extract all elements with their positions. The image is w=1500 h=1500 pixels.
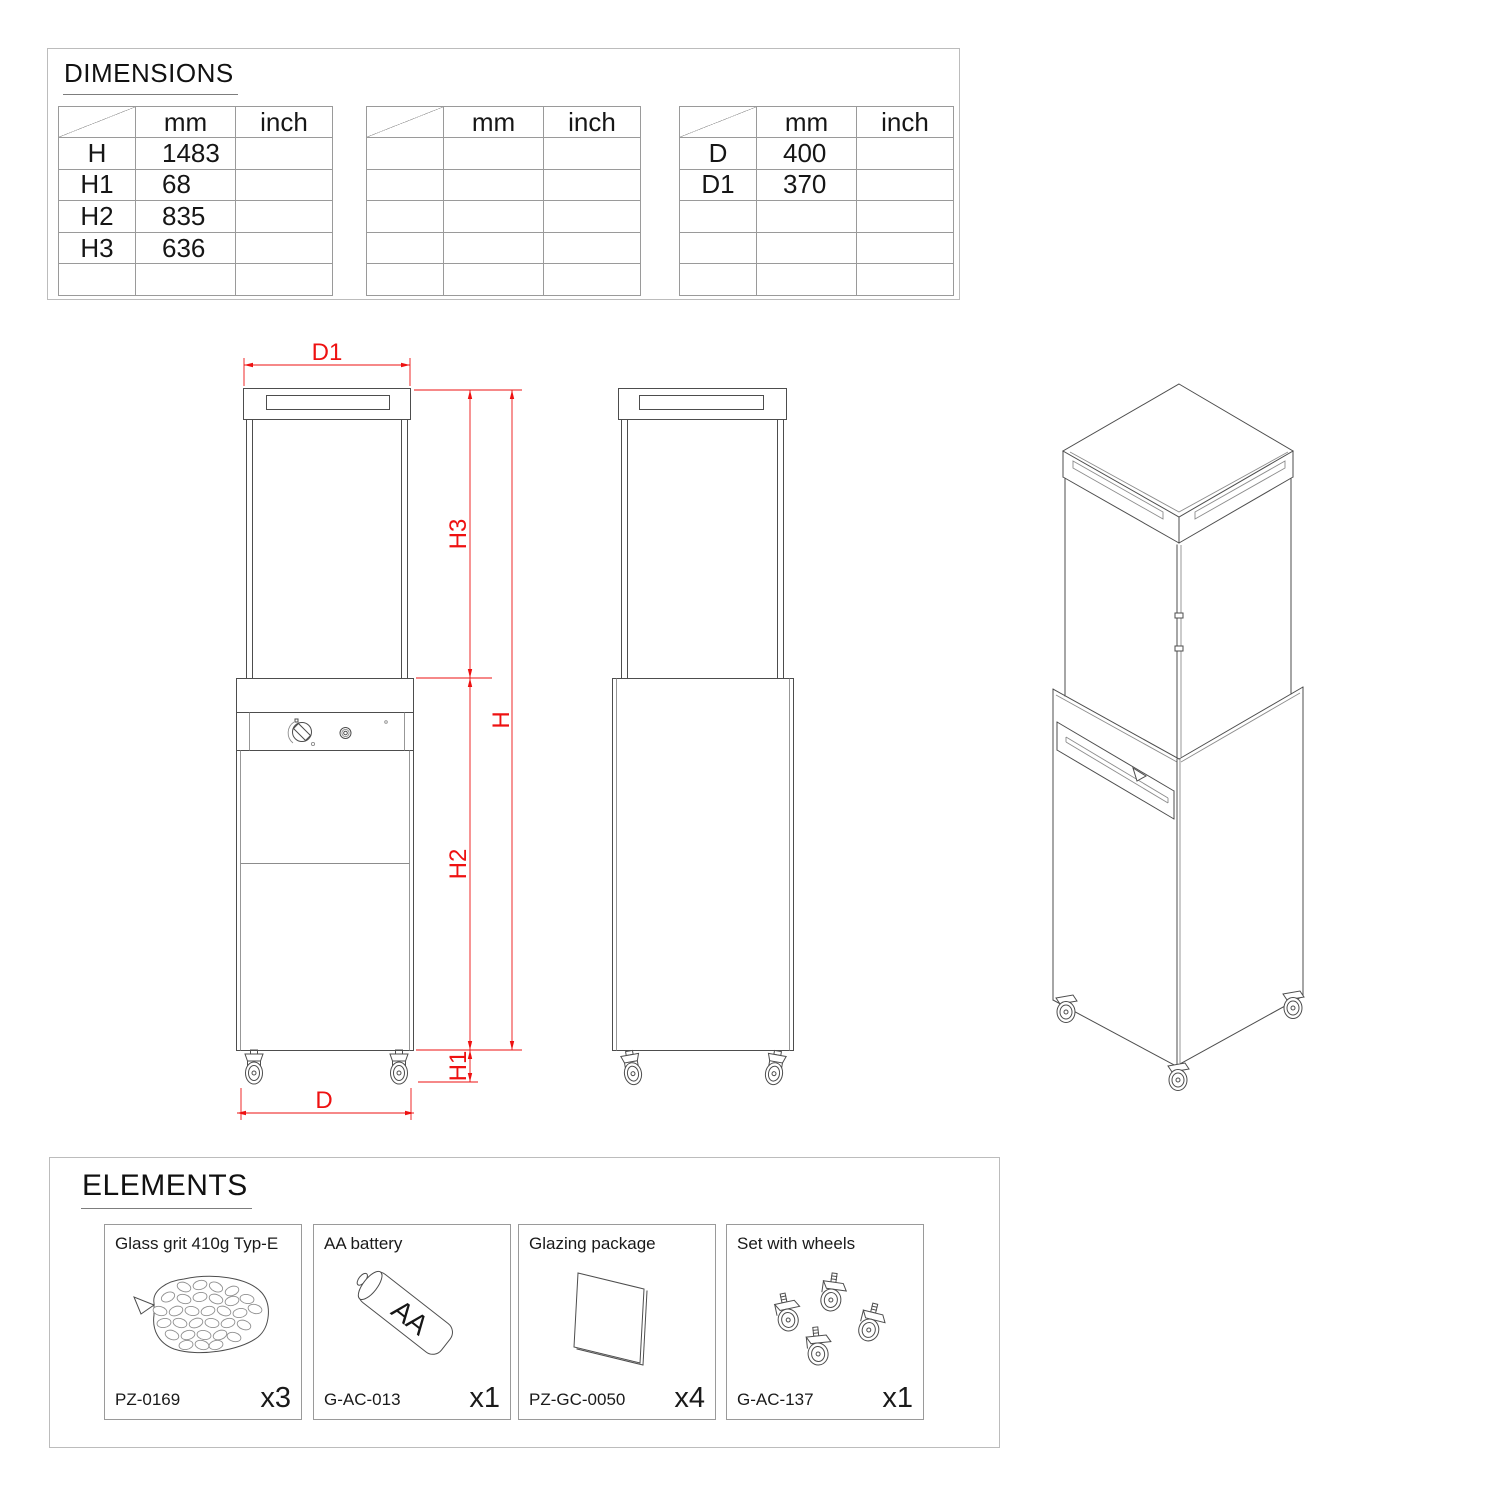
dim-label-h: H: [488, 711, 515, 729]
front-view-drawing: [225, 340, 530, 1130]
element-card-glass-grit: [104, 1224, 302, 1420]
table-corner-cell: [59, 107, 135, 137]
dimension-cell-label: [680, 201, 756, 232]
dim-label-h3: H3: [445, 518, 472, 550]
element-card-wheel-set: [726, 1224, 924, 1420]
dimension-cell-inch: [856, 264, 953, 295]
column-header-inch: inch: [543, 107, 640, 137]
dimension-row: [680, 200, 953, 232]
dimension-cell-mm: 636: [135, 233, 235, 264]
isometric-view-drawing: [1040, 372, 1315, 1097]
table-body: [367, 137, 640, 295]
column-header-inch: inch: [235, 107, 332, 137]
dimensions-table-empty: [366, 106, 641, 296]
dimension-cell-inch: [235, 138, 332, 169]
dimension-cell-inch: [543, 264, 640, 295]
dimension-cell-mm: 835: [135, 201, 235, 232]
dimension-row: [367, 200, 640, 232]
dimension-row: [680, 169, 953, 201]
dimension-cell-mm: [756, 233, 856, 264]
dimension-cell-label: D: [708, 137, 728, 168]
dimension-row: [59, 137, 332, 169]
table-corner-cell: [680, 107, 756, 137]
element-code: G-AC-013: [324, 1390, 401, 1409]
column-header-mm: mm: [756, 107, 856, 137]
column-header-mm: mm: [443, 107, 543, 137]
elements-panel: [49, 1157, 1000, 1448]
dimension-row: [59, 232, 332, 264]
table-corner-cell: [367, 107, 443, 137]
dim-label-d1: D1: [311, 339, 343, 366]
element-code: PZ-0169: [115, 1390, 181, 1409]
element-quantity: x1: [469, 1382, 500, 1414]
dimension-cell-inch: [856, 233, 953, 264]
element-card-aa-battery: [313, 1224, 511, 1420]
dimensions-panel: [47, 48, 960, 300]
side-heater-outline: [613, 389, 794, 1087]
dimension-cell-label: [367, 264, 443, 295]
element-card-glazing: [518, 1224, 716, 1420]
dim-label-d: D: [315, 1087, 333, 1114]
dimension-row: [367, 232, 640, 264]
dimension-cell-label: H: [87, 137, 107, 168]
caster-wheel: [1168, 1063, 1189, 1091]
element-code: PZ-GC-0050: [529, 1390, 626, 1409]
element-quantity: x3: [260, 1382, 291, 1414]
element-name: Glass grit 410g Typ-E: [115, 1234, 279, 1253]
dimension-cell-inch: [856, 201, 953, 232]
dimension-cell-mm: 68: [135, 170, 235, 201]
side-view-drawing: [590, 380, 810, 1092]
caster-wheel: [620, 1049, 644, 1086]
dimension-cell-label: H1: [80, 169, 114, 200]
dimension-cell-label: [680, 233, 756, 264]
dimension-row: [367, 169, 640, 201]
element-quantity: x4: [674, 1382, 705, 1414]
dimension-cell-inch: [543, 138, 640, 169]
dim-label-h2: H2: [445, 848, 472, 880]
element-name: Glazing package: [529, 1234, 656, 1253]
dimension-cell-inch: [235, 264, 332, 295]
caster-wheel: [390, 1050, 408, 1084]
column-header-mm: mm: [135, 107, 235, 137]
dimension-row: [59, 169, 332, 201]
table-header-row: [367, 107, 640, 137]
dimension-row: [680, 263, 953, 295]
dimension-cell-mm: 1483: [135, 138, 235, 169]
table-body: [59, 137, 332, 295]
table-header-row: [59, 107, 332, 137]
dimension-cell-mm: [756, 264, 856, 295]
iso-heater-outline: [1053, 384, 1304, 1091]
dimension-cell-mm: 400: [756, 138, 856, 169]
dimension-row: [59, 200, 332, 232]
dimension-cell-mm: [443, 201, 543, 232]
dimension-row: [680, 137, 953, 169]
dimension-cell-inch: [543, 233, 640, 264]
aa-battery-icon: [323, 1257, 499, 1381]
dimension-cell-mm: [756, 201, 856, 232]
dimensions-title: DIMENSIONS: [63, 58, 238, 95]
glass-pane-icon: [528, 1257, 704, 1381]
dimension-cell-inch: [543, 201, 640, 232]
dimension-cell-label: [680, 264, 756, 295]
front-heater-outline: [237, 389, 414, 1085]
dimension-cell-inch: [235, 201, 332, 232]
dimensions-table-heights: [58, 106, 333, 296]
dimension-cell-label: [59, 264, 135, 295]
dimension-cell-label: [367, 138, 443, 169]
dimension-cell-inch: [856, 138, 953, 169]
caster-wheel: [1283, 991, 1304, 1019]
dimension-cell-mm: [443, 264, 543, 295]
dimension-cell-inch: [856, 170, 953, 201]
dimension-cell-label: D1: [701, 169, 735, 200]
dimension-cell-label: [367, 233, 443, 264]
dimension-cell-mm: [443, 138, 543, 169]
dimension-cell-mm: 370: [756, 170, 856, 201]
caster-wheel: [245, 1050, 263, 1084]
dimension-row: [367, 137, 640, 169]
element-code: G-AC-137: [737, 1390, 814, 1409]
dimension-cell-mm: [443, 233, 543, 264]
dimension-cell-label: [367, 170, 443, 201]
element-name: Set with wheels: [737, 1234, 856, 1253]
glass-grit-bag-icon: [114, 1257, 290, 1381]
dimension-cell-inch: [235, 170, 332, 201]
dimension-cell-label: H2: [80, 200, 114, 231]
dimension-row: [59, 263, 332, 295]
dimension-row: [680, 232, 953, 264]
dimension-cell-inch: [543, 170, 640, 201]
dimensions-table-depths: [679, 106, 954, 296]
dimension-row: [367, 263, 640, 295]
dim-label-h1: H1: [445, 1050, 472, 1082]
dimension-cell-mm: [135, 264, 235, 295]
battery-aa-label: AA: [385, 1293, 435, 1341]
table-header-row: [680, 107, 953, 137]
dimension-cell-mm: [443, 170, 543, 201]
element-quantity: x1: [882, 1382, 913, 1414]
column-header-inch: inch: [856, 107, 953, 137]
caster-wheel: [1056, 995, 1077, 1023]
dimension-cell-label: [367, 201, 443, 232]
dimension-cell-inch: [235, 233, 332, 264]
dimension-cell-label: H3: [80, 232, 114, 263]
table-body: [680, 137, 953, 295]
elements-title: ELEMENTS: [81, 1169, 252, 1209]
element-name: AA battery: [324, 1234, 403, 1253]
caster-wheel: [763, 1049, 787, 1086]
caster-set-icon: [736, 1257, 912, 1381]
